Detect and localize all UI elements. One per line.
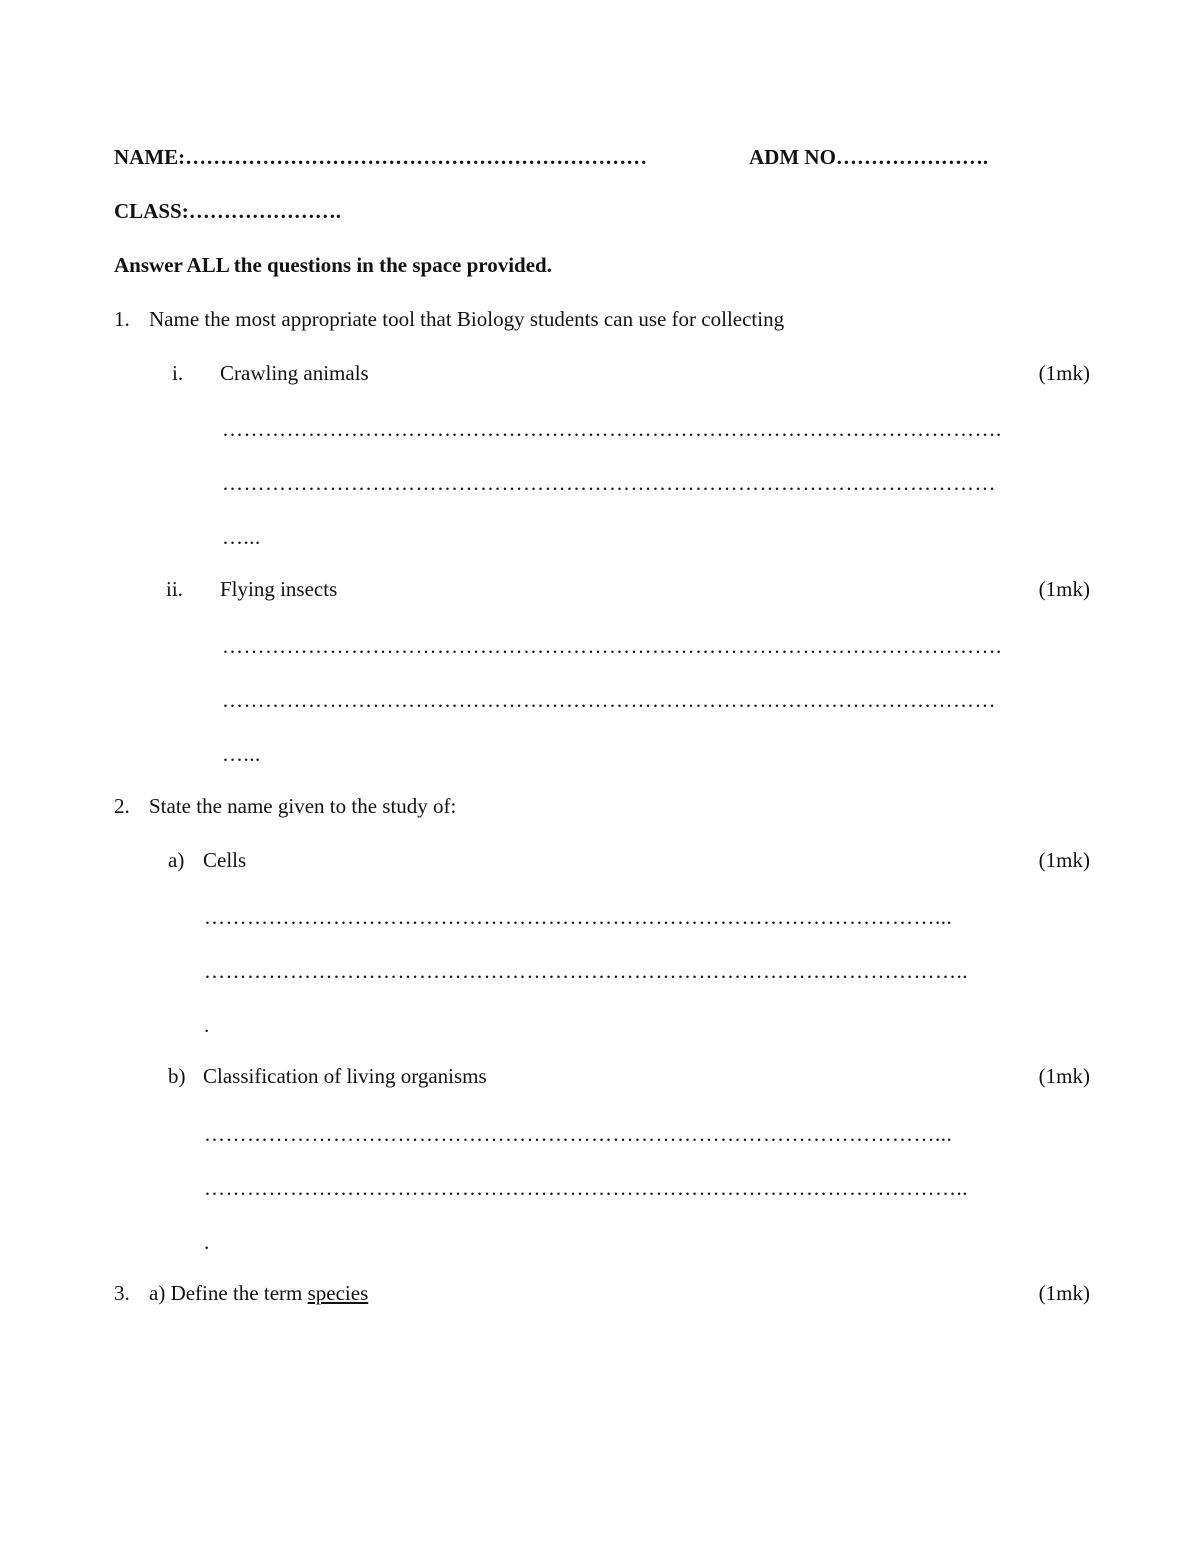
marks-label: (1mk)	[1038, 361, 1090, 385]
answer-line[interactable]: .	[204, 1230, 210, 1254]
question-text	[149, 1280, 368, 1306]
adm-no-field-label: ADM NO………………….	[749, 145, 989, 169]
answer-line[interactable]: …...	[222, 525, 261, 549]
answer-line[interactable]: ……………………………………………………………………………………………….	[222, 417, 1002, 441]
key-term-species: species	[307, 1281, 369, 1305]
answer-line[interactable]: …...	[222, 742, 261, 766]
answer-line[interactable]: …………………………………………………………………………………………...	[204, 1122, 953, 1146]
class-field-label: CLASS:………………….	[114, 199, 341, 223]
part-label: ii.	[166, 577, 183, 601]
part-text: Flying insects	[220, 577, 338, 601]
answer-line[interactable]: ……………………………………………………………………………………………..	[204, 1176, 968, 1200]
part-label: b)	[168, 1064, 186, 1088]
marks-label: (1mk)	[1038, 848, 1090, 872]
part-text: Cells	[203, 848, 247, 872]
question-text: State the name given to the study of:	[149, 794, 457, 818]
answer-line[interactable]: …………………………………………………………………………………………...	[204, 905, 953, 929]
answer-line[interactable]: ………………………………………………………………………………………………	[222, 471, 996, 495]
marks-label: (1mk)	[1038, 577, 1090, 601]
marks-label: (1mk)	[1038, 1064, 1090, 1088]
instruction-text: Answer ALL the questions in the space provided.	[114, 253, 552, 277]
question-number: 1.	[114, 307, 130, 331]
answer-line[interactable]: ……………………………………………………………………………………………….	[222, 634, 1002, 658]
part-label: a)	[168, 848, 185, 872]
marks-label: (1mk)	[1038, 1281, 1090, 1305]
part-label: i.	[172, 361, 184, 385]
question-number: 3.	[114, 1281, 130, 1305]
question-text: Name the most appropriate tool that Biology students can use for collecting	[149, 307, 785, 331]
answer-line[interactable]: ………………………………………………………………………………………………	[222, 688, 996, 712]
answer-line[interactable]: ……………………………………………………………………………………………..	[204, 959, 968, 983]
part-text: Classification of living organisms	[203, 1064, 487, 1088]
part-text: Crawling animals	[220, 361, 369, 385]
question-prefix: a) Define the term	[149, 1281, 308, 1305]
question-number: 2.	[114, 794, 130, 818]
name-field-label: NAME:…………………………………………………………	[114, 145, 648, 169]
answer-line[interactable]: .	[204, 1013, 210, 1037]
